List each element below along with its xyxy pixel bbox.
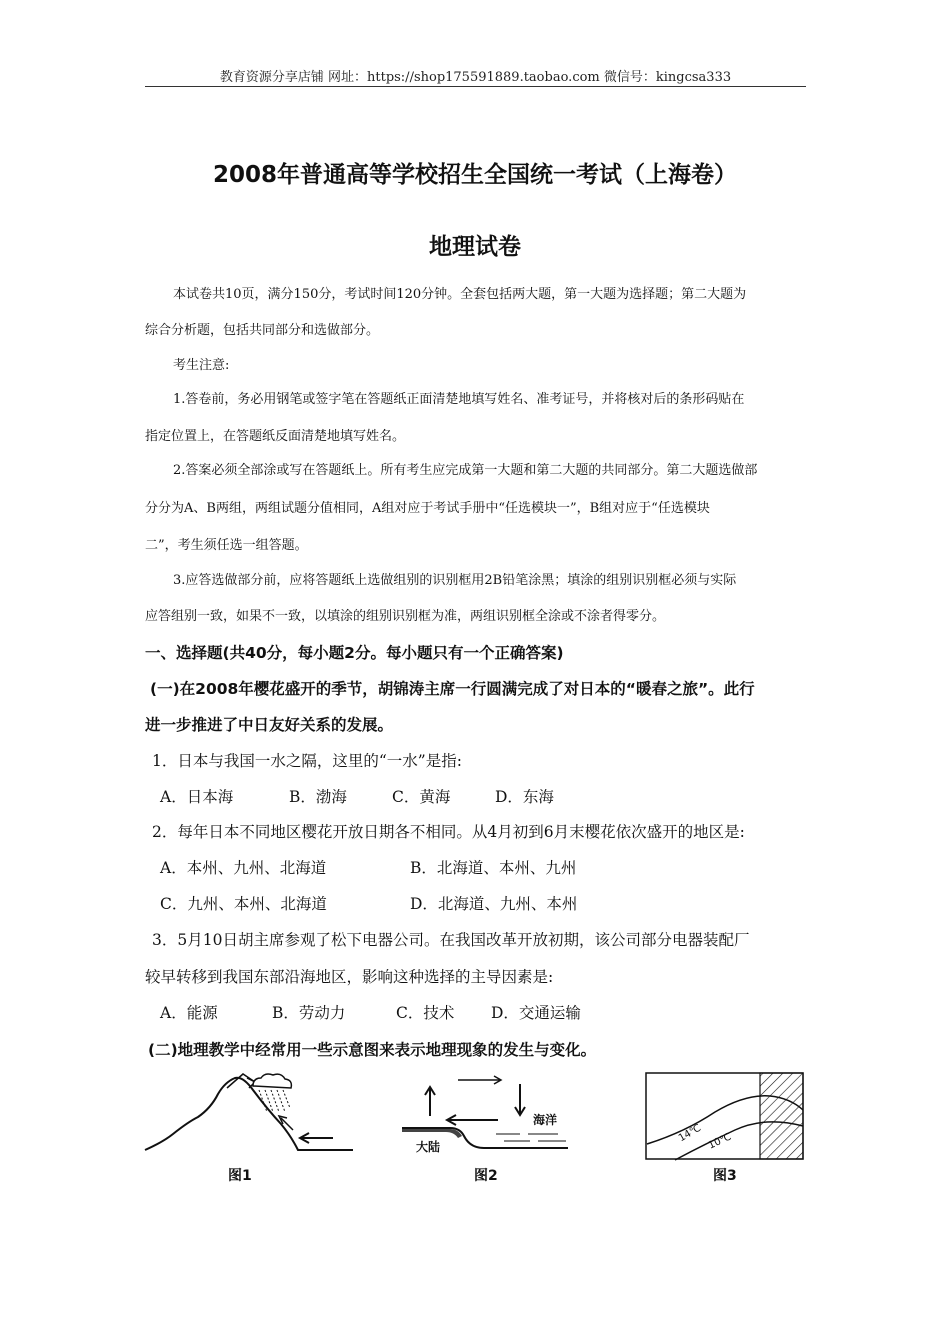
q3-option-a: A．能源 bbox=[160, 1004, 218, 1022]
figure-3-isotherm-14: 14℃ bbox=[676, 1122, 704, 1145]
group-one-line-2: 进一步推进了中日友好关系的发展。 bbox=[145, 716, 394, 734]
section-one-heading: 一、选择题(共40分，每小题2分。每小题只有一个正确答案) bbox=[145, 644, 564, 662]
notice-2c: 二”，考生须任选一组答题。 bbox=[145, 538, 308, 553]
q3-option-c: C．技术 bbox=[396, 1004, 455, 1022]
group-one-line-1: (一)在2008年樱花盛开的季节，胡锦涛主席一行圆满完成了对日本的“暖春之旅”。此行 bbox=[150, 680, 755, 698]
q3-option-b: B．劳动力 bbox=[272, 1004, 346, 1022]
intro-line-2: 综合分析题，包括共同部分和选做部分。 bbox=[145, 323, 380, 338]
question-2-stem: 2．每年日本不同地区樱花开放日期各不相同。从4月初到6月末樱花依次盛开的地区是: bbox=[152, 823, 745, 841]
q2-option-a: A．本州、九州、北海道 bbox=[160, 859, 327, 877]
figure-1-label: 图1 bbox=[228, 1168, 252, 1184]
intro-line-1: 本试卷共10页，满分150分，考试时间120分钟。全套包括两大题，第一大题为选择题；第二大题为 bbox=[173, 287, 747, 302]
q2-option-d: D．北海道、九州、本州 bbox=[410, 895, 578, 913]
header-divider bbox=[145, 86, 806, 87]
notice-2b: 分分为A、B两组，两组试题分值相同，A组对应于考试手册中“任选模块一”，B组对应于“任选模块 bbox=[145, 501, 710, 516]
q1-option-c: C．黄海 bbox=[392, 788, 451, 806]
figure-3-isotherm-10: 10℃ bbox=[706, 1131, 734, 1152]
notice-2a: 2.答案必须全部涂或写在答题纸上。所有考生应完成第一大题和第二大题的共同部分。第二大题选做部 bbox=[173, 463, 758, 478]
q1-option-a: A．日本海 bbox=[160, 788, 234, 806]
question-1-stem: 1．日本与我国一水之隔，这里的“一水”是指: bbox=[152, 752, 462, 770]
figure-3-isotherm-diagram bbox=[645, 1072, 805, 1162]
q2-option-c: C．九州、本州、北海道 bbox=[160, 895, 327, 913]
q2-option-b: B．北海道、本州、九州 bbox=[410, 859, 577, 877]
notice-3a: 3.应答选做部分前，应将答题纸上选做组别的识别框用2B铅笔涂黑；填涂的组别识别框必须与实际 bbox=[173, 573, 737, 588]
notice-heading: 考生注意: bbox=[173, 358, 230, 373]
exam-title: 2008年普通高等学校招生全国统一考试（上海卷） bbox=[212, 162, 737, 188]
figure-2-label: 图2 bbox=[474, 1168, 498, 1184]
question-3-stem-1: 3．5月10日胡主席参观了松下电器公司。在我国改革开放初期，该公司部分电器装配厂 bbox=[152, 931, 750, 949]
figure-2-land-label: 大陆 bbox=[416, 1140, 441, 1154]
notice-1b: 指定位置上，在答题纸反面清楚地填写姓名。 bbox=[145, 429, 406, 444]
q1-option-b: B．渤海 bbox=[289, 788, 347, 806]
question-3-stem-2: 较早转移到我国东部沿海地区，影响这种选择的主导因素是: bbox=[145, 968, 554, 986]
notice-1a: 1.答卷前，务必用钢笔或签字笔在答题纸正面清楚地填写姓名、准考证号，并将核对后的条形码贴在 bbox=[173, 392, 745, 407]
q1-option-d: D．东海 bbox=[495, 788, 554, 806]
figure-1-mountain-rain bbox=[143, 1072, 358, 1160]
page-header: 教育资源分享店铺 网址：https://shop175591889.taobao.com 微信号：kingcsa333 bbox=[219, 70, 732, 85]
figure-2-ocean-label: 海洋 bbox=[533, 1113, 558, 1127]
group-two-heading: (二)地理教学中经常用一些示意图来表示地理现象的发生与变化。 bbox=[148, 1041, 597, 1059]
q3-option-d: D．交通运输 bbox=[491, 1004, 581, 1022]
notice-3b: 应答组别一致，如果不一致，以填涂的组别识别框为准，两组识别框全涂或不涂者得零分。 bbox=[145, 609, 666, 624]
figure-3-label: 图3 bbox=[713, 1168, 737, 1184]
exam-subtitle: 地理试卷 bbox=[429, 234, 521, 260]
